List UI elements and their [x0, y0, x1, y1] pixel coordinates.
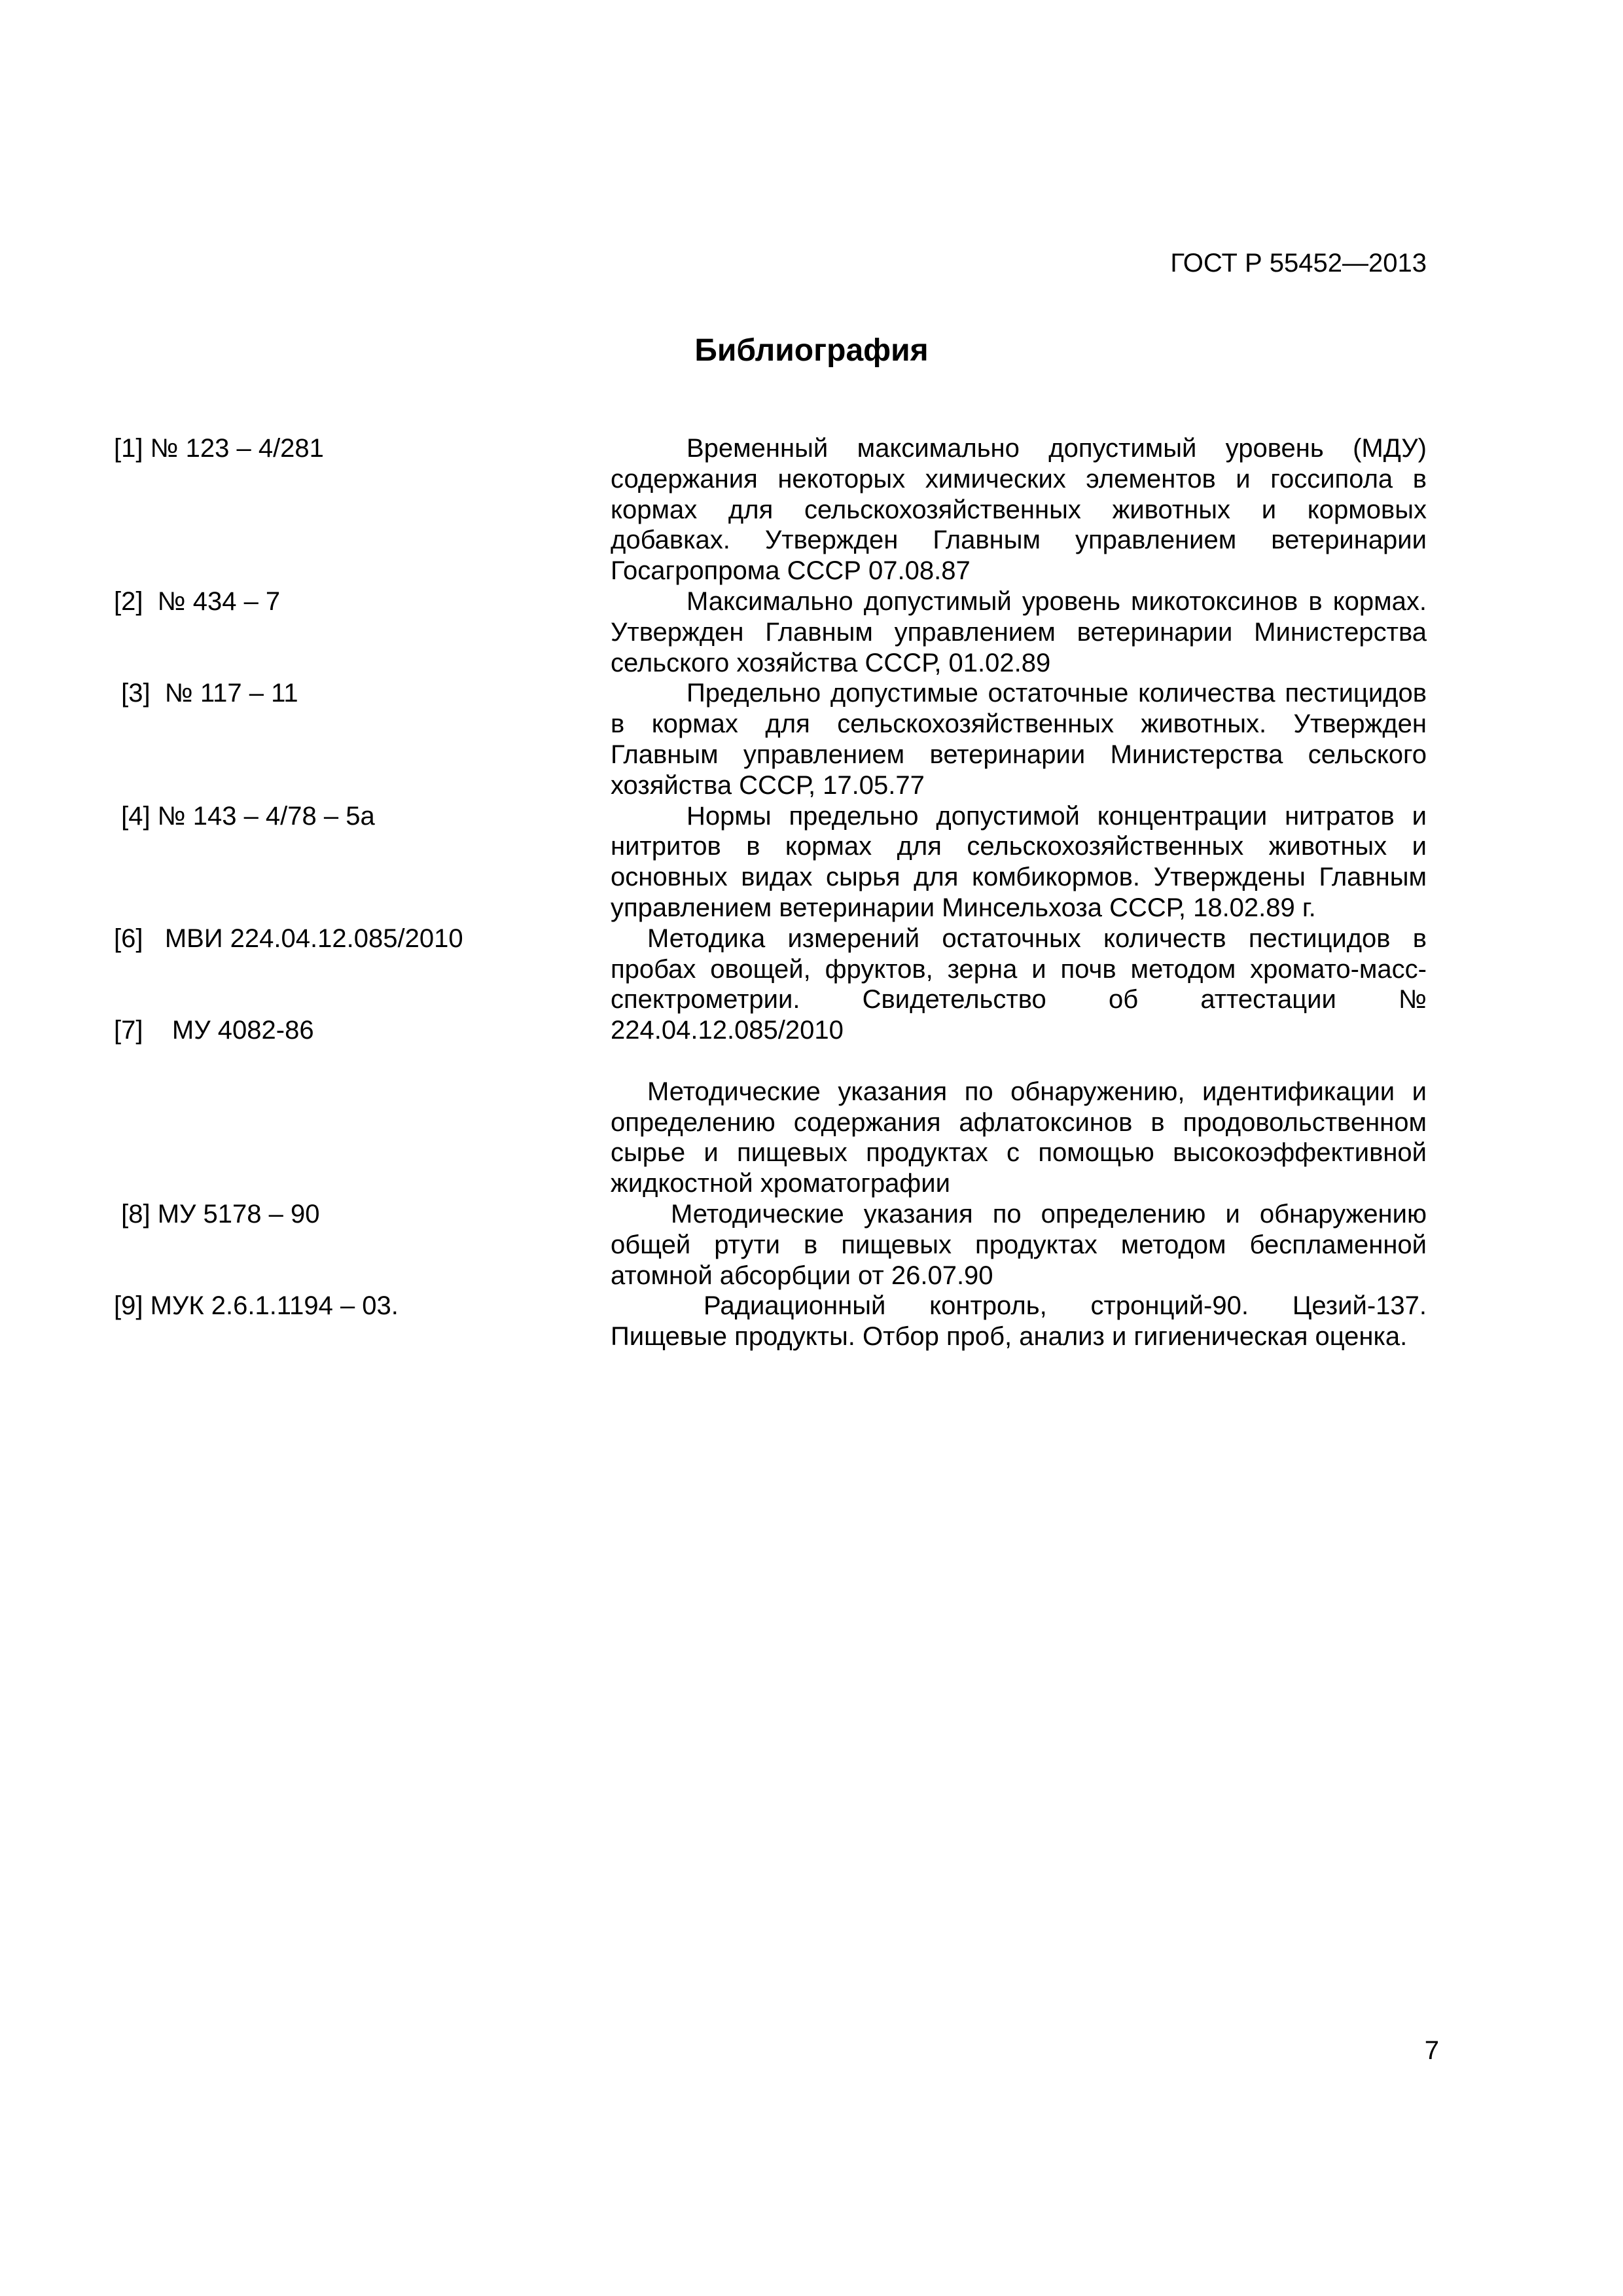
page-title: Библиография	[694, 333, 929, 368]
entry-text: Методика измерений остаточных количеств пестицидов в пробах овощей, фруктов, зерна и почв методом хромато-масс-спектрометрии. Свидетельство об аттестации № 224.04.12.085/2010	[611, 924, 1427, 1045]
entry-text: Методические указания по определению и обнаружению общей ртути в пищевых продуктах методом беспламенной атомной абсорбции от 26.07.90	[611, 1199, 1427, 1290]
entry-text: Временный максимально допустимый уровень (МДУ) содержания некоторых химических элементов и госсипола в кормах для сельскохозяйственных животных и кормовых добавках. Утвержден Главным управлением ветеринарии Госагропрома СССР 07.08.87	[611, 434, 1427, 586]
entry-label: [4] № 143 – 4/78 – 5а	[114, 801, 375, 831]
bibliography-entry-8	[114, 1199, 1427, 1291]
bibliography-entry-1	[114, 433, 1427, 586]
entry-label: [1] № 123 – 4/281	[114, 434, 324, 463]
bibliography-entry-7	[114, 1016, 1427, 1199]
bibliography-entry-2	[114, 586, 1427, 678]
entry-label: [7] МУ 4082-86	[114, 1016, 314, 1045]
entry-label: [2] № 434 – 7	[114, 586, 281, 616]
entry-label: [8] МУ 5178 – 90	[114, 1199, 320, 1229]
entry-spacer	[114, 1046, 1427, 1077]
bibliography-entry-4	[114, 801, 1427, 924]
entry-text: Нормы предельно допустимой концентрации нитратов и нитритов в кормах для сельскохозяйственных животных и основных видах сырья для комбикормов. Утверждены Главным управлением ветеринарии Минсельхоза СССР, 18.02.89 г.	[611, 801, 1427, 922]
entry-text: Методические указания по обнаружению, идентификации и определению содержания афлатоксинов в продовольственном сырье и пищевых продуктах с помощью высокоэффективной жидкостной хроматографии	[611, 1077, 1427, 1198]
bibliography-entry-9	[114, 1291, 1427, 1352]
entry-text: Максимально допустимый уровень микотоксинов в кормах. Утвержден Главным управлением ветеринарии Министерства сельского хозяйства СССР, 01.02.89	[611, 586, 1427, 677]
entry-text: Радиационный контроль, стронций-90. Цезий-137. Пищевые продукты. Отбор проб, анализ и гигиеническая оценка.	[611, 1291, 1427, 1352]
bibliography-list	[114, 433, 1427, 1352]
entry-label: [3] № 117 – 11	[114, 679, 298, 708]
entry-label: [6] МВИ 224.04.12.085/2010	[114, 924, 463, 953]
document-code: ГОСТ Р 55452—2013	[1170, 249, 1427, 278]
page-number: 7	[1424, 2036, 1439, 2065]
bibliography-entry-3	[114, 678, 1427, 800]
entry-label: [9] МУК 2.6.1.1194 – 03.	[114, 1291, 399, 1321]
entry-text: Предельно допустимые остаточные количества пестицидов в кормах для сельскохозяйственных животных. Утвержден Главным управлением ветеринарии Министерства сельского хозяйства СССР, 17.05.77	[611, 679, 1427, 800]
